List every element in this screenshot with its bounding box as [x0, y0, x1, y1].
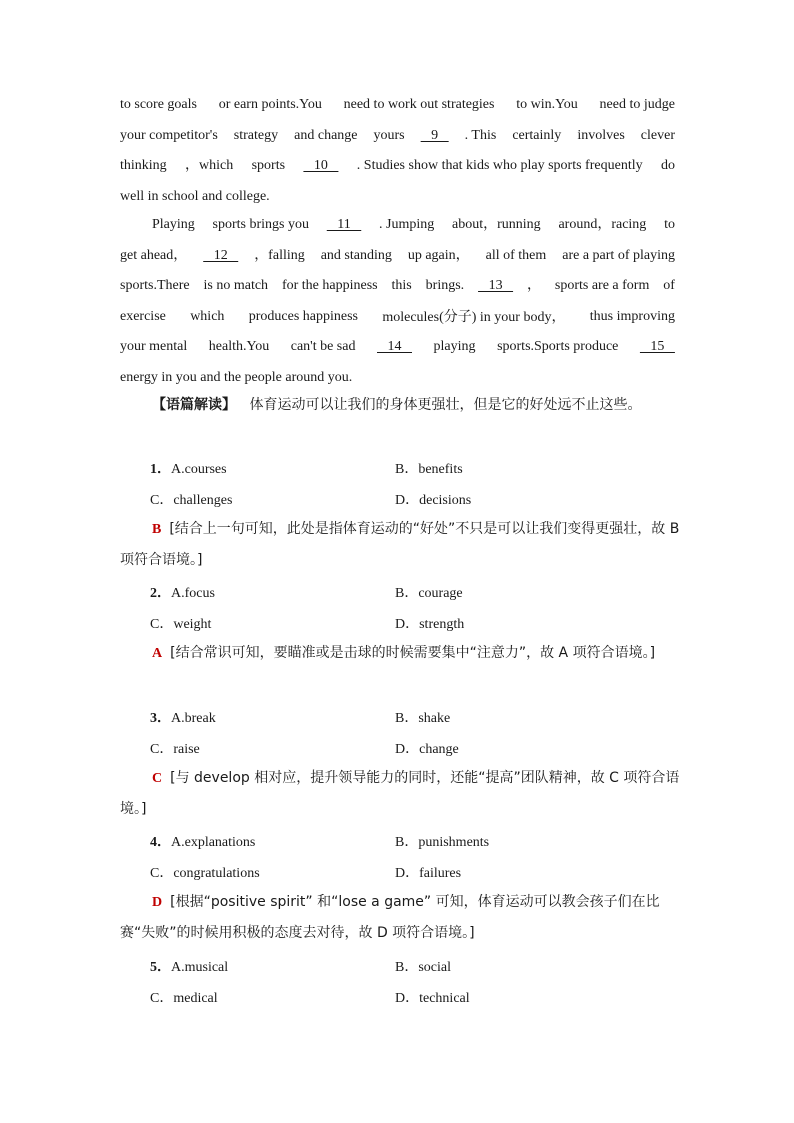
- text-segment: . This: [464, 127, 497, 143]
- blank-13: 13: [478, 278, 514, 293]
- text-segment: are a part of playing: [562, 247, 675, 263]
- option-text: A.focus: [171, 586, 215, 601]
- question-number: 2．: [150, 586, 171, 601]
- text-segment: . Jumping: [379, 217, 435, 232]
- interpretation-text: 体育运动可以让我们的身体更强壮，但是它的好处远不止这些。: [249, 397, 642, 413]
- passage-paragraph-2: [120, 210, 675, 393]
- text-segment: your mental: [120, 339, 188, 354]
- text-segment: strategy: [233, 127, 279, 143]
- question-2-answer: [120, 638, 680, 669]
- question-1-option-a: [150, 458, 227, 478]
- text-segment: ，which: [185, 158, 234, 173]
- text-segment: energy in you and the people around you.: [120, 369, 353, 385]
- question-number: 4．: [150, 835, 171, 850]
- text-segment: . Studies show that kids who play sports frequently: [356, 158, 643, 173]
- question-1-option-b: B．benefits: [395, 462, 463, 477]
- text-segment: need to work out strategies: [343, 97, 495, 112]
- question-4-option-c: C．congratulations: [150, 866, 260, 881]
- question-1-option-c: C．challenges: [150, 493, 233, 508]
- question-number: 1．: [150, 462, 171, 477]
- text-segment: playing: [433, 339, 476, 354]
- text-segment: to win.You: [516, 97, 578, 112]
- blank-15: 15: [639, 339, 675, 354]
- option-text: A.courses: [171, 462, 227, 477]
- text-segment: thinking: [120, 158, 167, 173]
- text-segment: can't be sad: [290, 339, 356, 354]
- question-5-option-d: D．technical: [395, 991, 470, 1006]
- text-segment: Playing: [152, 217, 195, 232]
- text-segment: sports.Sports produce: [497, 339, 619, 354]
- text-line: [120, 271, 675, 302]
- question-number: 5．: [150, 960, 171, 975]
- option-text: A.musical: [171, 960, 229, 975]
- question-2-option-b: B．courage: [395, 586, 463, 601]
- text-segment: sports: [251, 158, 286, 173]
- text-segment: exercise: [120, 308, 166, 324]
- text-segment: and standing: [320, 247, 392, 263]
- text-line: [120, 363, 675, 394]
- blank-12: 12: [203, 247, 239, 263]
- text-line: [120, 121, 675, 152]
- text-segment: well in school and college.: [120, 188, 270, 204]
- text-segment: sports.There: [120, 278, 190, 293]
- text-line: [120, 332, 675, 363]
- passage-interpretation: [120, 390, 680, 421]
- text-line: [120, 210, 675, 241]
- text-line: [120, 182, 675, 213]
- text-line: [120, 302, 675, 333]
- text-segment: your competitor's: [120, 127, 218, 143]
- text-segment: clever: [640, 127, 675, 143]
- answer-explanation: [根据“positive spirit” 和“lose a game” 可知，体育运动可以教会孩子们在比赛“失败”的时候用积极的态度去对待，故 D 项符合语境。]: [120, 894, 660, 941]
- text-segment: is no match: [203, 278, 269, 293]
- text-segment: sports brings you: [212, 217, 309, 232]
- question-4-option-b: B．punishments: [395, 835, 490, 850]
- answer-letter: A: [152, 646, 163, 661]
- answer-letter: B: [152, 522, 162, 537]
- text-segment: produces happiness: [248, 308, 358, 324]
- interpretation-tag: 【语篇解读】: [152, 397, 236, 413]
- text-segment: ，falling: [254, 247, 305, 263]
- question-1-option-d: D．decisions: [395, 493, 472, 508]
- text-segment: to: [664, 217, 675, 232]
- text-segment: 分子: [443, 308, 472, 325]
- text-line: [120, 151, 675, 182]
- question-3-option-b: B．shake: [395, 711, 451, 726]
- blank-10: 10: [303, 158, 339, 173]
- question-3-option-c: C．raise: [150, 742, 200, 757]
- question-3-answer: [120, 763, 680, 825]
- text-segment: of: [663, 278, 675, 293]
- text-segment: up again，: [407, 247, 470, 263]
- question-3-option-a: [150, 707, 216, 727]
- question-1-answer: [120, 514, 680, 576]
- text-segment: brings.: [425, 278, 465, 293]
- text-segment: around，racing: [558, 217, 647, 232]
- text-segment: about，running: [452, 217, 541, 232]
- text-segment: for the happiness: [281, 278, 378, 293]
- text-line: [120, 90, 675, 121]
- text-segment: need to judge: [599, 97, 675, 112]
- blank-9: 9: [420, 127, 449, 143]
- text-segment: health.You: [208, 339, 270, 354]
- option-text: A.explanations: [171, 835, 256, 850]
- text-segment: ，: [526, 278, 541, 293]
- text-segment: certainly: [512, 127, 562, 143]
- question-number: 3．: [150, 711, 171, 726]
- text-segment: and change: [294, 127, 358, 143]
- text-segment: or earn points.You: [218, 97, 322, 112]
- answer-explanation: [与 develop 相对应，提升领导能力的同时，还能“提高”团队精神，故 C 项符合语境。]: [120, 770, 680, 817]
- answer-explanation: [结合常识可知，要瞄准或是击球的时候需要集中“注意力”，故 A 项符合语境。]: [170, 645, 656, 661]
- question-5-option-c: C．medical: [150, 991, 218, 1006]
- text-line: [120, 241, 675, 272]
- text-segment: this: [391, 278, 412, 293]
- text-segment: molecules(: [382, 309, 444, 325]
- text-segment: ) in your body，: [471, 309, 566, 325]
- blank-14: 14: [377, 339, 412, 354]
- text-segment: to score goals: [120, 97, 197, 112]
- option-text: A.break: [171, 711, 216, 726]
- text-segment: thus improving: [589, 308, 675, 324]
- text-segment: yours: [373, 127, 405, 143]
- text-segment: get ahead，: [120, 247, 188, 263]
- question-5-option-a: [150, 956, 228, 976]
- blank-11: 11: [326, 217, 362, 232]
- question-5-option-b: B．social: [395, 960, 451, 975]
- text-segment: all of them: [485, 247, 547, 263]
- question-4-option-a: [150, 831, 255, 851]
- answer-explanation: [结合上一句可知，此处是指体育运动的“好处”不只是可以让我们变得更强壮，故 B 项符合语境。]: [120, 521, 680, 568]
- text-segment: do: [660, 158, 675, 173]
- answer-letter: D: [152, 895, 163, 910]
- question-2-option-d: D．strength: [395, 617, 465, 632]
- passage-paragraph-1: [120, 90, 675, 212]
- question-3-option-d: D．change: [395, 742, 459, 757]
- question-2-option-a: [150, 582, 215, 602]
- question-4-answer: [120, 887, 680, 949]
- text-segment: sports are a form: [554, 278, 650, 293]
- question-2-option-c: C．weight: [150, 617, 212, 632]
- text-segment: which: [190, 308, 225, 324]
- text-segment: involves: [577, 127, 625, 143]
- question-4-option-d: D．failures: [395, 866, 462, 881]
- answer-letter: C: [152, 771, 163, 786]
